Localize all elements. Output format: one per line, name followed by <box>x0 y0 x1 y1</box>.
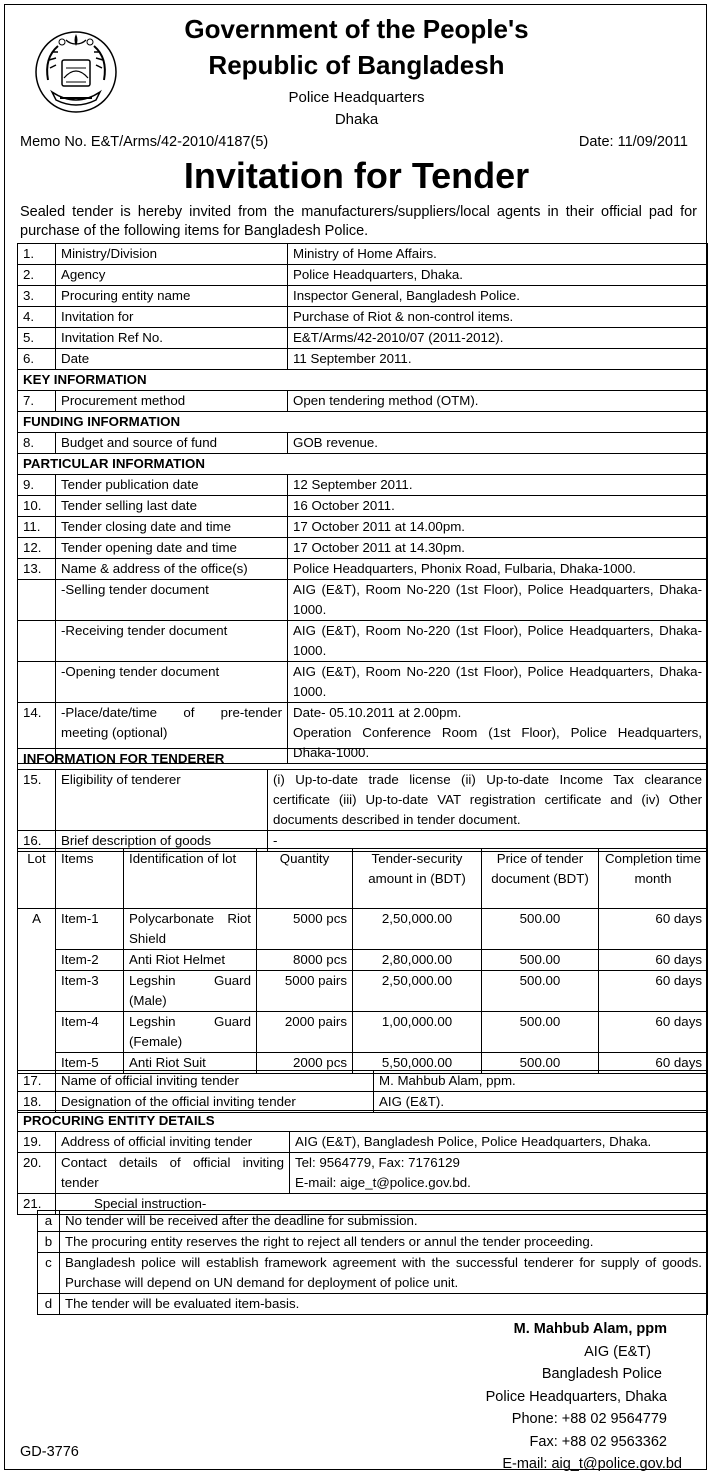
row-number: 8. <box>18 433 56 454</box>
table-row <box>18 391 708 412</box>
office-label: -Receiving tender document <box>56 621 288 662</box>
row-number-blank <box>18 662 56 703</box>
row-value: 11 September 2011. <box>288 349 708 370</box>
instruction-key: d <box>38 1294 60 1315</box>
official-table <box>17 1070 708 1113</box>
table-row <box>18 971 708 1012</box>
lot-header-cell: Quantity <box>257 849 353 909</box>
row-number: 7. <box>18 391 56 412</box>
row-label: Invitation Ref No. <box>56 328 288 349</box>
table-row <box>18 909 708 950</box>
row-value: Police Headquarters, Dhaka. <box>288 265 708 286</box>
lot-security: 2,80,000.00 <box>353 950 482 971</box>
table-row <box>38 1253 708 1294</box>
row-number: 12. <box>18 538 56 559</box>
contact-email: E-mail: aige_t@police.gov.bd. <box>295 1175 471 1190</box>
row-number: 10. <box>18 496 56 517</box>
lot-time: 60 days <box>599 971 708 1012</box>
contact-phone: Tel: 9564779, Fax: 7176129 <box>295 1155 460 1170</box>
row-label: Tender selling last date <box>56 496 288 517</box>
signatory-email: E-mail: aig_t@police.gov.bd <box>502 1456 682 1472</box>
contact-value <box>290 1153 708 1194</box>
lot-item: Item-3 <box>56 971 124 1012</box>
row-value: 17 October 2011 at 14.00pm. <box>288 517 708 538</box>
header-title-line1: Government of the People's <box>184 14 529 44</box>
row-value: GOB revenue. <box>288 433 708 454</box>
memo-date: Date: 11/09/2011 <box>578 134 688 150</box>
signatory-org: Bangladesh Police <box>541 1366 662 1382</box>
signatory-phone: Phone: +88 02 9564779 <box>511 1411 667 1427</box>
table-row <box>18 433 708 454</box>
table-row <box>18 286 708 307</box>
goods-value: - <box>268 831 708 852</box>
instruction-key: c <box>38 1253 60 1294</box>
row-label: Invitation for <box>56 307 288 328</box>
row-label: Eligibility of tenderer <box>56 770 268 831</box>
lot-quantity: 2000 pairs <box>257 1012 353 1053</box>
lot-header-cell: Lot <box>18 849 56 909</box>
signatory-designation: AIG (E&T) <box>584 1343 651 1360</box>
row-number: 17. <box>18 1071 56 1092</box>
row-label: Name & address of the office(s) <box>56 559 288 580</box>
lot-security: 1,00,000.00 <box>353 1012 482 1053</box>
lot-price: 500.00 <box>482 1012 599 1053</box>
section-heading-funding: FUNDING INFORMATION <box>18 412 708 433</box>
row-label: Agency <box>56 265 288 286</box>
tenderer-info-table <box>17 748 708 852</box>
row-number: 14. <box>18 703 56 764</box>
signatory-fax: Fax: +88 02 9563362 <box>529 1433 667 1450</box>
intro-paragraph: Sealed tender is hereby invited from the manufacturers/suppliers/local agents in their official pad for purchase of the following items for Bangladesh Police. <box>20 204 697 239</box>
header-title-line2: Republic of Bangladesh <box>208 50 505 80</box>
table-row <box>18 496 708 517</box>
table-row <box>18 265 708 286</box>
lot-header-cell: Tender-security amount in (BDT) <box>353 849 482 909</box>
row-number: 2. <box>18 265 56 286</box>
row-value: Police Headquarters, Phonix Road, Fulbaria, Dhaka-1000. <box>288 559 708 580</box>
row-number: 5. <box>18 328 56 349</box>
row-number: 18. <box>18 1092 56 1113</box>
lot-quantity: 2000 pcs <box>257 1053 353 1074</box>
signature-block <box>485 1318 682 1476</box>
lot-time: 60 days <box>599 1012 708 1053</box>
meeting-label: -Place/date/time of pre-tender meeting (optional) <box>56 703 288 764</box>
row-value: Open tendering method (OTM). <box>288 391 708 412</box>
table-row <box>18 475 708 496</box>
lot-security: 2,50,000.00 <box>353 909 482 950</box>
lot-item-name: Anti Riot Suit <box>124 1053 257 1074</box>
instruction-text: The procuring entity reserves the right to reject all tenders or annul the tender proceeding. <box>60 1232 708 1253</box>
row-number: 20. <box>18 1153 56 1194</box>
row-label: Tender opening date and time <box>56 538 288 559</box>
lot-price: 500.00 <box>482 909 599 950</box>
row-number: 11. <box>18 517 56 538</box>
lot-header-cell: Price of tender document (BDT) <box>482 849 599 909</box>
table-row <box>18 950 708 971</box>
section-heading-particular: PARTICULAR INFORMATION <box>18 454 708 475</box>
row-label: Designation of the official inviting tender <box>56 1092 374 1113</box>
row-label: Address of official inviting tender <box>56 1132 290 1153</box>
lot-item-name: Legshin Guard (Male) <box>124 971 257 1012</box>
lot-item-name: Anti Riot Helmet <box>124 950 257 971</box>
lot-quantity: 5000 pairs <box>257 971 353 1012</box>
table-row <box>38 1294 708 1315</box>
instructions-table <box>37 1210 708 1315</box>
office-value: AIG (E&T), Room No-220 (1st Floor), Police Headquarters, Dhaka-1000. <box>288 580 708 621</box>
section-heading-key: KEY INFORMATION <box>18 370 708 391</box>
row-number: 3. <box>18 286 56 307</box>
table-row <box>18 580 708 621</box>
instruction-text: No tender will be received after the deadline for submission. <box>60 1211 708 1232</box>
row-label: Name of official inviting tender <box>56 1071 374 1092</box>
row-label: Ministry/Division <box>56 244 288 265</box>
row-number-blank <box>18 621 56 662</box>
row-number-blank <box>18 580 56 621</box>
row-label: Tender publication date <box>56 475 288 496</box>
lot-id: A <box>18 909 56 1074</box>
lot-item-name: Polycarbonate Riot Shield <box>124 909 257 950</box>
table-row <box>18 412 708 433</box>
table-row <box>18 662 708 703</box>
row-number: 21. <box>18 1194 56 1215</box>
eligibility-value: (i) Up-to-date trade license (ii) Up-to-date Income Tax clearance certificate (iii) Up-to-date VAT registration certificate and (iv) Other documents described in tender document. <box>268 770 708 831</box>
procuring-table <box>17 1110 708 1215</box>
row-number: 6. <box>18 349 56 370</box>
row-value: 17 October 2011 at 14.30pm. <box>288 538 708 559</box>
lot-item: Item-5 <box>56 1053 124 1074</box>
table-row <box>18 538 708 559</box>
table-row <box>18 1012 708 1053</box>
lot-header-cell: Completion time month <box>599 849 708 909</box>
page-title: Invitation for Tender <box>183 155 530 196</box>
row-label: Date <box>56 349 288 370</box>
row-label: Procurement method <box>56 391 288 412</box>
row-label: Procuring entity name <box>56 286 288 307</box>
lot-header-cell: Items <box>56 849 124 909</box>
row-number: 1. <box>18 244 56 265</box>
instruction-text: Bangladesh police will establish framework agreement with the successful tenderer for supply of goods. Purchase will depend on UN demand for deployment of police unit. <box>60 1253 708 1294</box>
table-row <box>18 517 708 538</box>
table-row <box>18 849 708 909</box>
lot-price: 500.00 <box>482 950 599 971</box>
table-row <box>18 559 708 580</box>
lot-quantity: 5000 pcs <box>257 909 353 950</box>
office-label: -Opening tender document <box>56 662 288 703</box>
row-value: AIG (E&T), Bangladesh Police, Police Headquarters, Dhaka. <box>290 1132 708 1153</box>
row-label: Budget and source of fund <box>56 433 288 454</box>
row-value: M. Mahbub Alam, ppm. <box>374 1071 708 1092</box>
instruction-text: The tender will be evaluated item-basis. <box>60 1294 708 1315</box>
signatory-name: M. Mahbub Alam, ppm <box>513 1321 667 1337</box>
lot-header-cell: Identification of lot <box>124 849 257 909</box>
table-row <box>18 621 708 662</box>
row-number: 16. <box>18 831 56 852</box>
row-value: Inspector General, Bangladesh Police. <box>288 286 708 307</box>
section-heading-procuring: PROCURING ENTITY DETAILS <box>18 1111 708 1132</box>
table-row <box>18 1071 708 1092</box>
table-row <box>38 1211 708 1232</box>
table-row <box>18 454 708 475</box>
lot-price: 500.00 <box>482 1053 599 1074</box>
row-label: Tender closing date and time <box>56 517 288 538</box>
table-row <box>18 370 708 391</box>
header-city: Dhaka <box>334 111 379 128</box>
instruction-key: b <box>38 1232 60 1253</box>
office-label: -Selling tender document <box>56 580 288 621</box>
row-label: Contact details of official inviting tender <box>56 1153 290 1194</box>
row-value: E&T/Arms/42-2010/07 (2011-2012). <box>288 328 708 349</box>
row-value: Ministry of Home Affairs. <box>288 244 708 265</box>
lot-time: 60 days <box>599 1053 708 1074</box>
table-row <box>38 1232 708 1253</box>
table-row <box>18 349 708 370</box>
lot-security: 5,50,000.00 <box>353 1053 482 1074</box>
row-number: 13. <box>18 559 56 580</box>
general-info-table <box>17 243 708 764</box>
header-office: Police Headquarters <box>288 89 425 106</box>
row-number: 9. <box>18 475 56 496</box>
table-row <box>18 328 708 349</box>
meeting-date: Date- 05.10.2011 at 2.00pm. <box>293 705 462 720</box>
row-value: 12 September 2011. <box>288 475 708 496</box>
instruction-key: a <box>38 1211 60 1232</box>
lot-security: 2,50,000.00 <box>353 971 482 1012</box>
row-value: Purchase of Riot & non-control items. <box>288 307 708 328</box>
signatory-office: Police Headquarters, Dhaka <box>485 1388 667 1405</box>
row-value: 16 October 2011. <box>288 496 708 517</box>
memo-number: Memo No. E&T/Arms/42-2010/4187(5) <box>20 134 269 150</box>
office-value: AIG (E&T), Room No-220 (1st Floor), Police Headquarters, Dhaka-1000. <box>288 662 708 703</box>
row-label: Brief description of goods <box>56 831 268 852</box>
lot-time: 60 days <box>599 950 708 971</box>
table-row <box>18 307 708 328</box>
office-value: AIG (E&T), Room No-220 (1st Floor), Police Headquarters, Dhaka-1000. <box>288 621 708 662</box>
row-label: Special instruction- <box>56 1194 708 1215</box>
row-number: 19. <box>18 1132 56 1153</box>
lot-table <box>17 848 708 1074</box>
lot-item: Item-4 <box>56 1012 124 1053</box>
lot-item: Item-2 <box>56 950 124 971</box>
lot-price: 500.00 <box>482 971 599 1012</box>
row-number: 15. <box>18 770 56 831</box>
table-row <box>18 244 708 265</box>
row-number: 4. <box>18 307 56 328</box>
row-value: AIG (E&T). <box>374 1092 708 1113</box>
lot-quantity: 8000 pcs <box>257 950 353 971</box>
lot-item-name: Legshin Guard (Female) <box>124 1012 257 1053</box>
footer-code: GD-3776 <box>20 1444 79 1460</box>
lot-item: Item-1 <box>56 909 124 950</box>
section-heading-tenderer: INFORMATION FOR TENDERER <box>18 749 708 770</box>
meeting-place: Operation Conference Room (1st Floor), Police Headquarters, Dhaka-1000. <box>293 725 702 760</box>
lot-time: 60 days <box>599 909 708 950</box>
